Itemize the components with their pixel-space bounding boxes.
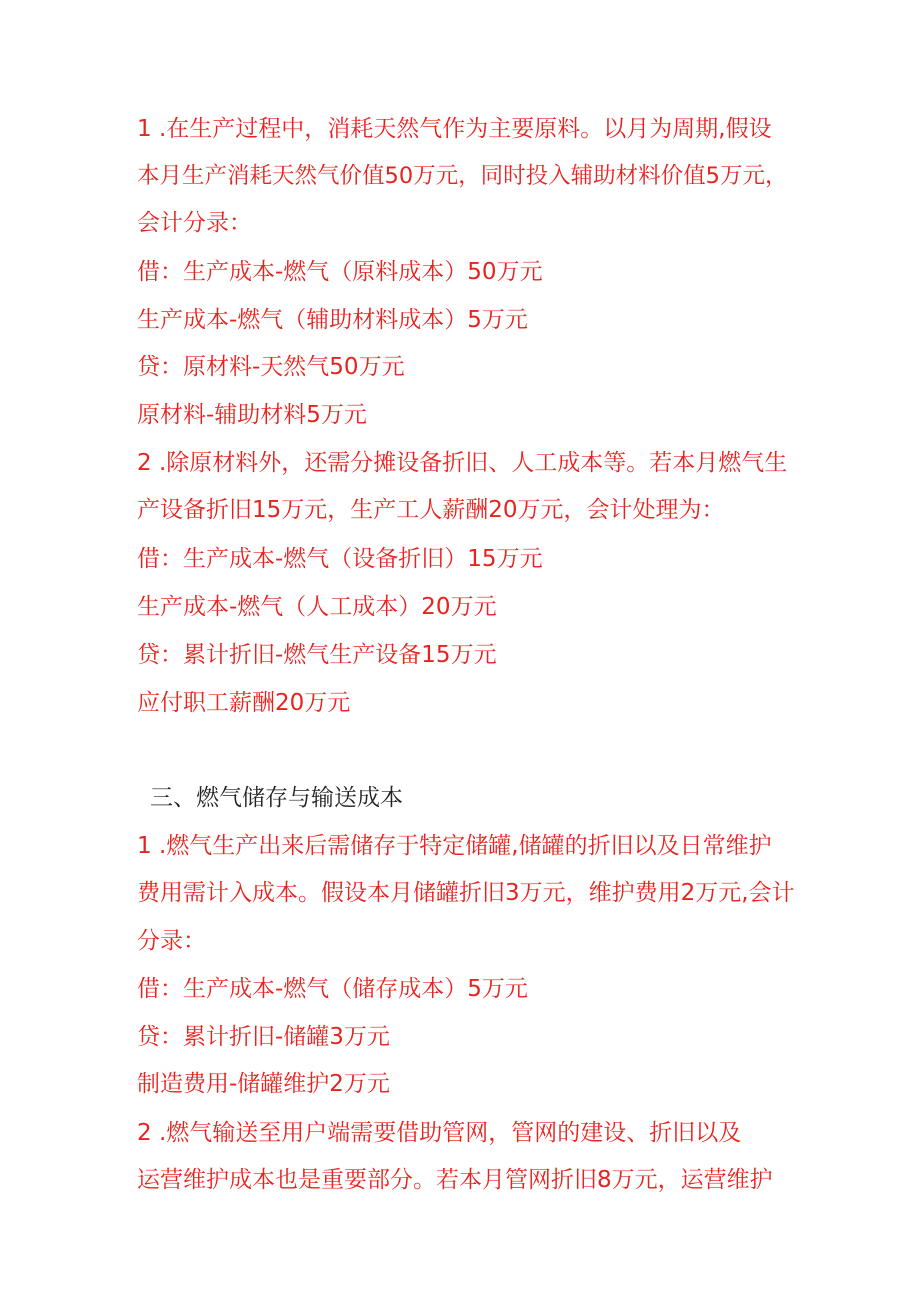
s2-item1-debit2: 生产成本-燃气（辅助材料成本）5万元 bbox=[137, 307, 528, 333]
s3-item1-debit1: 借：生产成本-燃气（储存成本）5万元 bbox=[137, 976, 528, 1002]
s2-item1-line2: 本月生产消耗天然气价值50万元，同时投入辅助材料价值5万元， bbox=[137, 163, 788, 189]
s3-item2-line2: 运营维护成本也是重要部分。若本月管网折旧8万元，运营维护 bbox=[137, 1167, 773, 1193]
s2-item2-line1: 2 .除原材料外，还需分摊设备折旧、人工成本等。若本月燃气生 bbox=[137, 450, 788, 476]
s2-item2-credit1: 贷：累计折旧-燃气生产设备15万元 bbox=[137, 642, 497, 668]
section-three-heading: 三、燃气储存与输送成本 bbox=[150, 785, 403, 811]
s2-item2-line2: 产设备折旧15万元，生产工人薪酬20万元，会计处理为： bbox=[137, 497, 725, 523]
s3-item2-line1: 2 .燃气输送至用户端需要借助管网，管网的建设、折旧以及 bbox=[137, 1120, 742, 1146]
s3-item1-line3: 分录： bbox=[137, 928, 206, 954]
s2-item1-credit2: 原材料-辅助材料5万元 bbox=[137, 402, 367, 428]
s2-item2-debit2: 生产成本-燃气（人工成本）20万元 bbox=[137, 594, 497, 620]
s3-item1-credit2: 制造费用-储罐维护2万元 bbox=[137, 1071, 390, 1097]
s2-item2-credit2: 应付职工薪酬20万元 bbox=[137, 690, 351, 716]
s3-item1-line2: 费用需计入成本。假设本月储罐折旧3万元，维护费用2万元,会计 bbox=[137, 880, 795, 906]
s3-item1-line1: 1 .燃气生产出来后需储存于特定储罐,储罐的折旧以及日常维护 bbox=[137, 833, 772, 859]
s3-item1-credit1: 贷：累计折旧-储罐3万元 bbox=[137, 1024, 390, 1050]
s2-item1-credit1: 贷：原材料-天然气50万元 bbox=[137, 354, 405, 380]
s2-item1-debit1: 借：生产成本-燃气（原料成本）50万元 bbox=[137, 259, 543, 285]
s2-item2-debit1: 借：生产成本-燃气（设备折旧）15万元 bbox=[137, 546, 543, 572]
s2-item1-line3: 会计分录： bbox=[137, 210, 252, 236]
s2-item1-line1: 1 .在生产过程中，消耗天然气作为主要原料。以月为周期,假设 bbox=[137, 116, 772, 142]
